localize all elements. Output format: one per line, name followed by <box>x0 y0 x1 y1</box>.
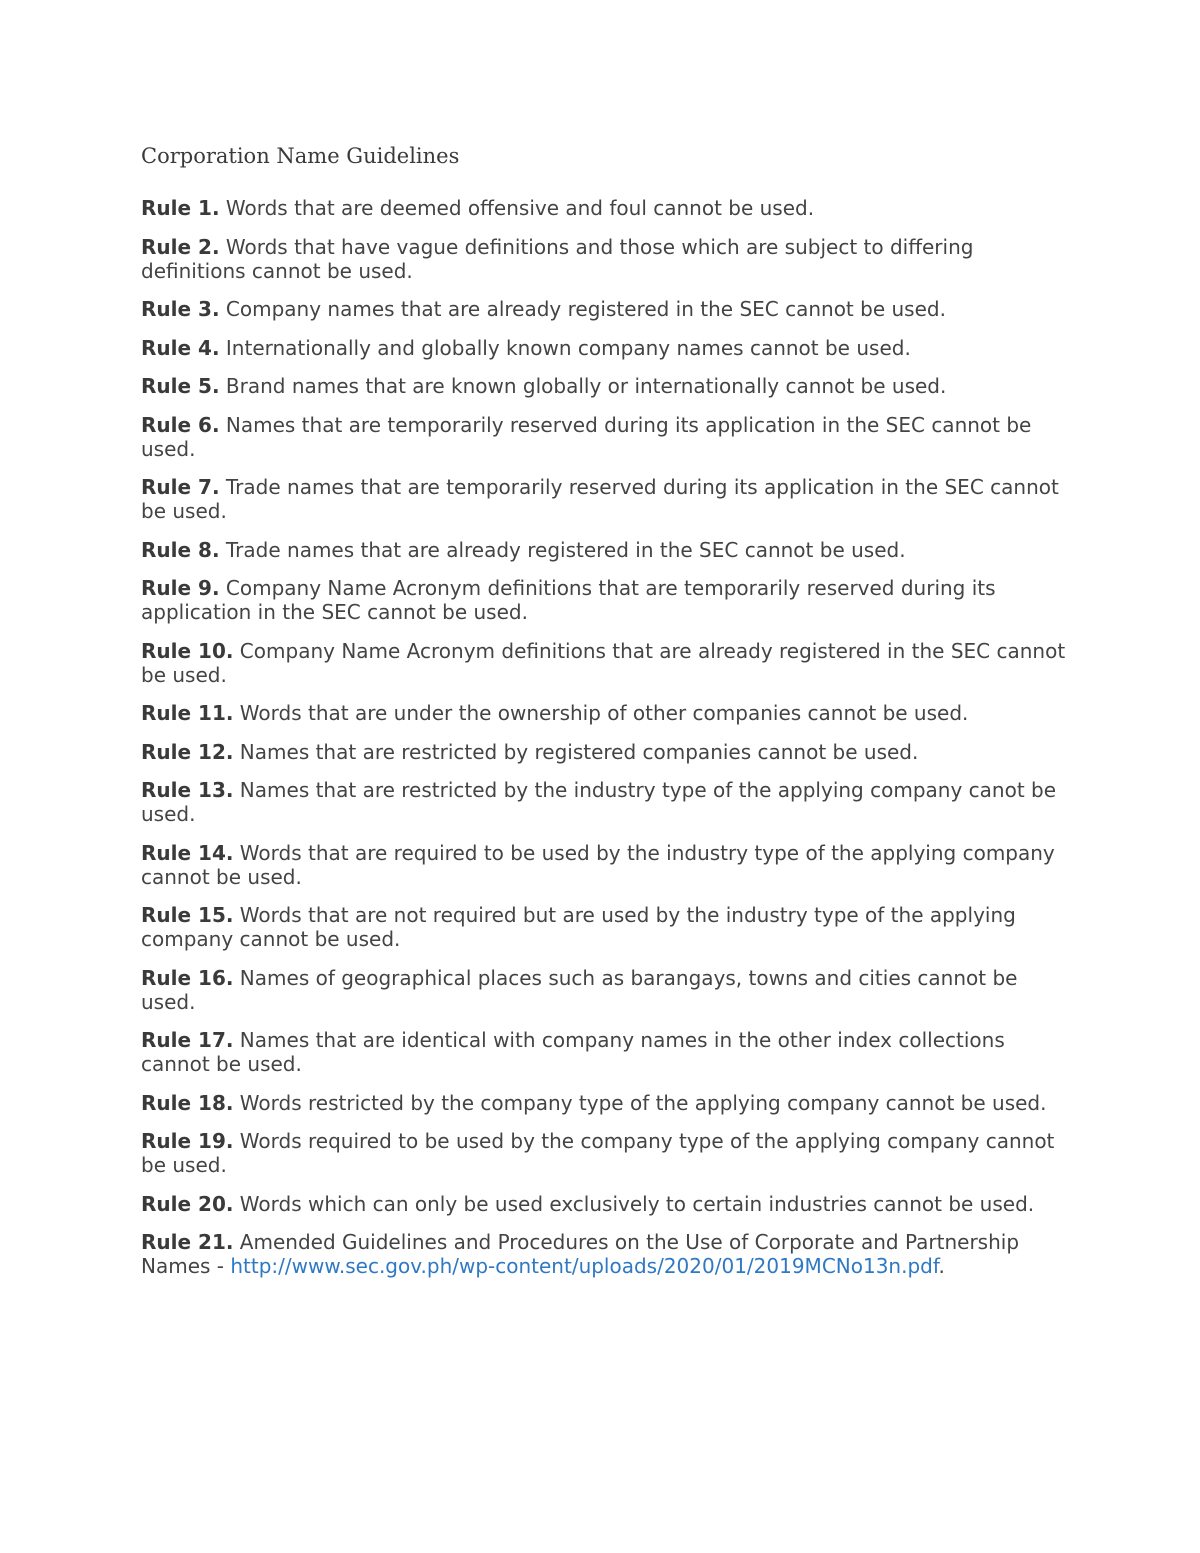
rule-item <box>141 903 1071 951</box>
rule-item <box>141 1129 1071 1177</box>
rule-label: Rule 9. <box>141 576 220 600</box>
rule-item <box>141 841 1071 889</box>
rule-text: Names that are identical with company names in the other index collections cannot be used. <box>141 1028 1005 1076</box>
rule-text: Names of geographical places such as barangays, towns and cities cannot be used. <box>141 965 1018 1014</box>
rule-text: Words which can only be used exclusively to certain industries cannot be used. <box>233 1191 1035 1216</box>
rule-item-final <box>141 1230 1071 1278</box>
rule-label: Rule 17. <box>141 1028 234 1052</box>
rule-item <box>141 475 1071 523</box>
rule-label: Rule 2. <box>141 234 220 259</box>
rule-text: Trade names that are already registered in the SEC cannot be used. <box>219 537 906 562</box>
rule-text: Amended Guidelines and Procedures on the Use of Corporate and Partnership Names - <box>141 1230 1020 1278</box>
rule-label: Rule 20. <box>141 1191 234 1216</box>
rule-label: Rule 12. <box>141 739 234 764</box>
rule-text: Names that are restricted by registered companies cannot be used. <box>233 739 919 764</box>
rule-item <box>141 639 1071 687</box>
rule-text: Words that have vague definitions and those which are subject to differing definitions cannot be used. <box>141 234 974 283</box>
rule-item <box>141 413 1071 461</box>
rule-label: Rule 16. <box>141 965 234 990</box>
rule-label: Rule 18. <box>141 1090 234 1115</box>
rule-item <box>141 538 1071 562</box>
rule-text: Words that are not required but are used by the industry type of the applying company cannot be used. <box>141 903 1016 951</box>
sec-circular-link[interactable]: http://www.sec.gov.ph/wp-content/uploads/2020/01/2019MCNo13n.pdf <box>230 1254 939 1278</box>
document-title: Corporation Name Guidelines <box>141 144 460 168</box>
rules-list <box>141 196 1071 1278</box>
rule-text: Words that are required to be used by the industry type of the applying company cannot be used. <box>141 840 1055 889</box>
rule-text: Brand names that are known globally or internationally cannot be used. <box>219 374 947 398</box>
rule-label: Rule 6. <box>141 412 220 437</box>
rule-item <box>141 1028 1071 1076</box>
rule-item <box>141 336 1071 360</box>
rule-label: Rule 10. <box>141 638 234 663</box>
rule-text: Words that are under the ownership of other companies cannot be used. <box>233 701 969 725</box>
rule-label: Rule 13. <box>141 778 234 802</box>
rule-item <box>141 374 1071 398</box>
rule-label: Rule 14. <box>141 840 234 865</box>
rule-label: Rule 4. <box>141 335 220 360</box>
rule-label: Rule 7. <box>141 475 220 499</box>
rule-item <box>141 297 1071 321</box>
rule-text: Names that are temporarily reserved during its application in the SEC cannot be used. <box>141 412 1032 461</box>
rule-item <box>141 576 1071 624</box>
rule-label: Rule 11. <box>141 701 234 725</box>
rule-label: Rule 3. <box>141 297 220 321</box>
rule-label: Rule 1. <box>141 196 220 220</box>
rule-text: Company Name Acronym definitions that are temporarily reserved during its application in the SEC cannot be used. <box>141 576 996 624</box>
rule-label: Rule 5. <box>141 374 220 398</box>
rule-label: Rule 8. <box>141 537 220 562</box>
rule-item <box>141 1192 1071 1216</box>
rule-text: Names that are restricted by the industry type of the applying company canot be used. <box>141 778 1057 826</box>
rule-text: Words restricted by the company type of the applying company cannot be used. <box>233 1090 1047 1115</box>
rule-item <box>141 1091 1071 1115</box>
rule-text: Company Name Acronym definitions that are already registered in the SEC cannot be used. <box>141 638 1066 687</box>
rule-item <box>141 235 1071 283</box>
rule-text: Trade names that are temporarily reserved during its application in the SEC cannot be used. <box>141 475 1059 523</box>
rule-trailing-period: . <box>938 1254 945 1278</box>
rule-text: Words required to be used by the company type of the applying company cannot be used. <box>141 1129 1055 1177</box>
rule-item <box>141 966 1071 1014</box>
rule-item <box>141 701 1071 725</box>
rule-item <box>141 740 1071 764</box>
rule-text: Internationally and globally known company names cannot be used. <box>219 335 911 360</box>
rule-label: Rule 19. <box>141 1129 234 1153</box>
rule-text: Company names that are already registered in the SEC cannot be used. <box>219 297 946 321</box>
document-page <box>141 140 1071 1293</box>
rule-item <box>141 778 1071 826</box>
rule-text: Words that are deemed offensive and foul cannot be used. <box>219 196 815 220</box>
rule-label: Rule 15. <box>141 903 234 927</box>
rule-label: Rule 21. <box>141 1230 234 1254</box>
rule-item <box>141 196 1071 220</box>
